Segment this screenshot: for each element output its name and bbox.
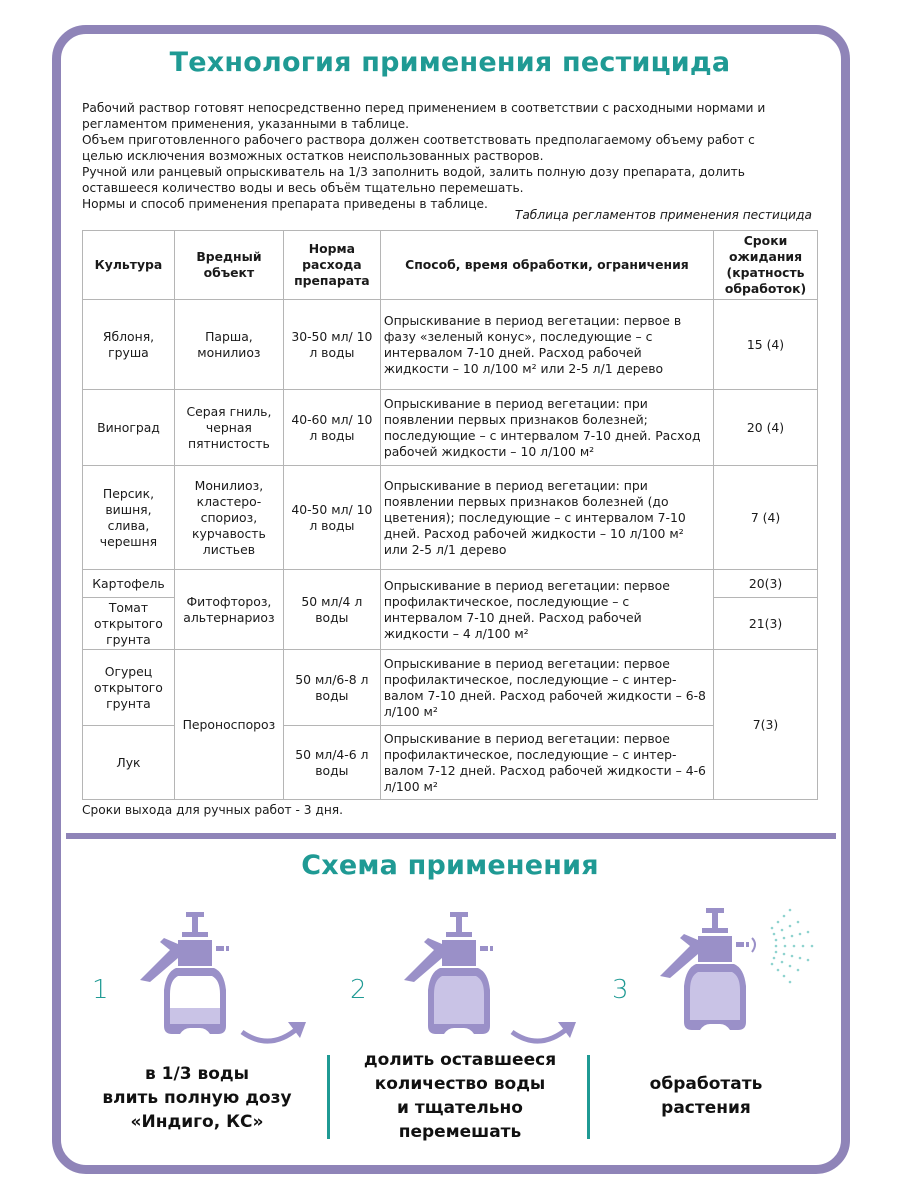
- intro-line: Рабочий раствор готовят непосредственно перед применением в соответствии с расходными нормами и: [82, 101, 766, 115]
- intro-line: оставшееся количество воды и весь объём тщательно перемешать.: [82, 181, 524, 195]
- intro-text: [82, 100, 822, 212]
- cell-rate: 30-50 мл/ 10 л воды: [283, 300, 380, 390]
- intro-line: Объем приготовленного рабочего раствора должен соответствовать предполагаемому объему работ с: [82, 133, 755, 147]
- cell-rate: 50 мл/6-8 л воды: [283, 650, 380, 726]
- cell-rate: 50 мл/4-6 л воды: [283, 726, 380, 800]
- caption-line: долить оставшееся: [363, 1050, 557, 1070]
- intro-line: регламентом применения, указанными в таблице.: [82, 117, 409, 131]
- cell-method: Опрыскивание в период вегетации: первое профилактическое, последующие – с интервалом 7-10 дней. Расход рабочей жидкости – 4 л/100 м²: [380, 570, 713, 650]
- cell-crop: Яблоня, груша: [83, 300, 175, 390]
- page-title: Технология применения пестицида: [169, 47, 731, 78]
- cell-wait: 15 (4): [714, 300, 818, 390]
- footnote: Сроки выхода для ручных работ - 3 дня.: [82, 803, 344, 817]
- intro-line: Нормы и способ применения препарата приведены в таблице.: [82, 197, 488, 211]
- caption-line: перемешать: [398, 1122, 522, 1142]
- cell-crop: Персик, вишня, слива, черешня: [83, 466, 175, 570]
- table-row: [83, 390, 818, 466]
- intro-line: Ручной или ранцевый опрыскиватель на 1/3 заполнить водой, залить полную дозу препарата, долить: [82, 165, 745, 179]
- cell-rate: 50 мл/4 л воды: [283, 570, 380, 650]
- cell-wait: 7(3): [714, 650, 818, 800]
- arrow-right-icon: [510, 1018, 580, 1050]
- arrow-right-icon: [240, 1018, 310, 1050]
- cell-method: Опрыскивание в период вегетации: первое в фазу «зеленый конус», последующие – с интервалом 7-10 дней. Расход рабочей жидкости – 10 л/100 м² или 2-5 л/1 дерево: [380, 300, 713, 390]
- table-caption: Таблица регламентов применения пестицида: [514, 208, 812, 222]
- cell-pest: Монилиоз, кластеро-спориоз, курчавость листьев: [174, 466, 283, 570]
- table-row: [83, 466, 818, 570]
- caption-line: обработать: [649, 1074, 763, 1094]
- cell-method: Опрыскивание в период вегетации: первое профилактическое, последующие – с интер-валом 7-12 дней. Расход рабочей жидкости – 4-6 л/100 м²: [380, 726, 713, 800]
- caption-line: растения: [661, 1098, 751, 1118]
- caption-line: и тщательно: [397, 1098, 523, 1118]
- cell-crop: Огурец открытого грунта: [83, 650, 175, 726]
- step-3-caption: [596, 1072, 816, 1120]
- sprayer-full-icon: [402, 910, 522, 1040]
- header-method: Способ, время обработки, ограничения: [380, 231, 713, 300]
- cell-rate: 40-50 мл/ 10 л воды: [283, 466, 380, 570]
- cell-pest: Фитофтороз, альтернариоз: [174, 570, 283, 650]
- cell-crop: Картофель: [83, 570, 175, 598]
- cell-crop: Виноград: [83, 390, 175, 466]
- cell-crop: Лук: [83, 726, 175, 800]
- cell-method: Опрыскивание в период вегетации: при появлении первых признаков болезней (до цветения); последующие – с интервалом 7-10 дней. Расход рабочей жидкости – 10 л/100 м² или 2-5 л/1 дерево: [380, 466, 713, 570]
- header-rate: Норма расхода препарата: [283, 231, 380, 300]
- cell-pest: Пероноспороз: [174, 650, 283, 800]
- step-number: 3: [612, 975, 629, 1005]
- caption-line: «Индиго, КС»: [130, 1112, 264, 1132]
- cell-crop: Томат открытого грунта: [83, 598, 175, 650]
- step-2-caption: [335, 1048, 585, 1144]
- step-number: 1: [92, 975, 109, 1005]
- table-row: [83, 300, 818, 390]
- cell-pest: Парша, монилиоз: [174, 300, 283, 390]
- table-row: [83, 570, 818, 598]
- step-number: 2: [350, 975, 367, 1005]
- table-row: [83, 650, 818, 726]
- header-crop: Культура: [83, 231, 175, 300]
- header-pest: Вредный объект: [174, 231, 283, 300]
- spray-mist-icon: [771, 909, 814, 984]
- step-divider: [327, 1055, 330, 1139]
- cell-method: Опрыскивание в период вегетации: при появлении первых признаков болезней; последующие – с интервалом 7-10 дней. Расход рабочей жидкости – 10 л/100 м²: [380, 390, 713, 466]
- step-divider: [587, 1055, 590, 1139]
- header-wait: Сроки ожидания (кратность обработок): [714, 231, 818, 300]
- section-divider: [66, 833, 836, 839]
- cell-pest: Серая гниль, черная пятнистость: [174, 390, 283, 466]
- cell-rate: 40-60 мл/ 10 л воды: [283, 390, 380, 466]
- intro-line: целью исключения возможных остатков неиспользованных растворов.: [82, 149, 544, 163]
- regulation-table: [82, 230, 818, 800]
- sprayer-spraying-icon: [658, 906, 838, 1036]
- step-1-caption: [72, 1062, 322, 1134]
- cell-wait: 20(3): [714, 570, 818, 598]
- scheme-title: Схема применения: [301, 850, 599, 881]
- caption-line: количество воды: [374, 1074, 546, 1094]
- caption-line: в 1/3 воды: [144, 1064, 249, 1084]
- caption-line: влить полную дозу: [102, 1088, 292, 1108]
- cell-wait: 20 (4): [714, 390, 818, 466]
- table-header-row: [83, 231, 818, 300]
- cell-wait: 21(3): [714, 598, 818, 650]
- cell-wait: 7 (4): [714, 466, 818, 570]
- cell-method: Опрыскивание в период вегетации: первое профилактическое, последующие – с интер-валом 7-10 дней. Расход рабочей жидкости – 6-8 л/100 м²: [380, 650, 713, 726]
